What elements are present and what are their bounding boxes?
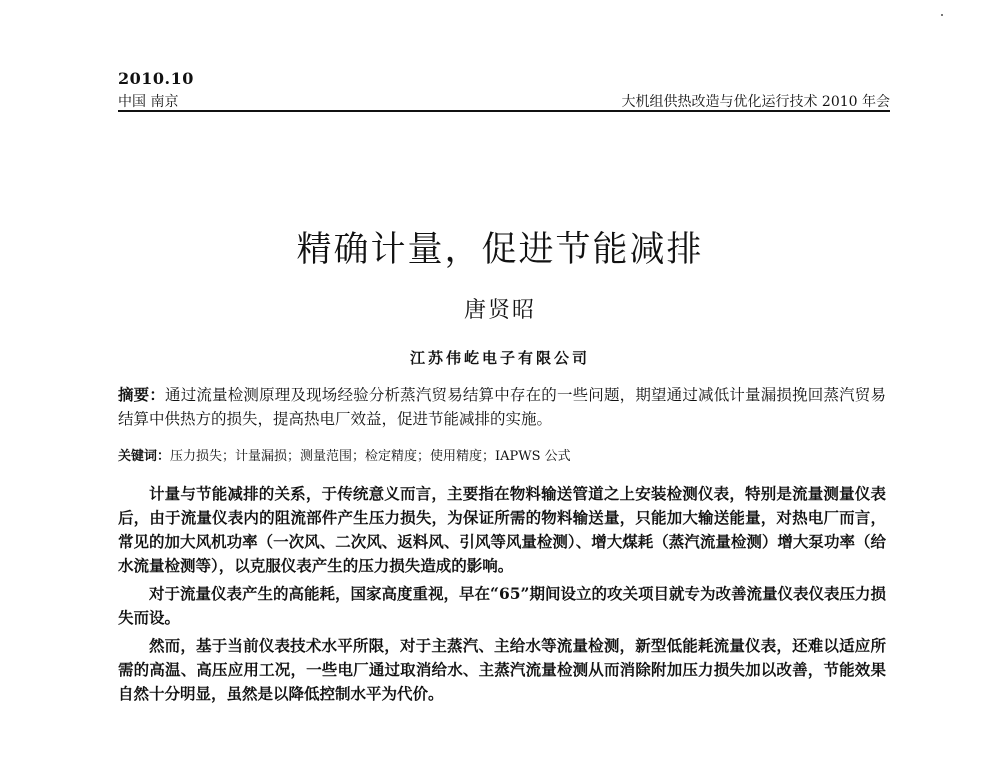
abstract-label: 摘要： — [118, 385, 166, 404]
header-rule — [118, 110, 890, 112]
author-affiliation: 江苏伟屹电子有限公司 — [409, 349, 590, 367]
body-paragraph: 对于流量仪表产生的高能耗，国家高度重视，早在“65”期间设立的攻关项目就专为改善流量仪表仪表压力损失而设。 — [118, 584, 886, 627]
body-text — [118, 482, 886, 710]
header-place: 中国 南京 — [118, 94, 179, 110]
body-paragraph: 然而，基于当前仪表技术水平所限，对于主蒸汽、主给水等流量检测，新型低能耗流量仪表，还难以适应所需的高温、高压应用工况，一些电厂通过取消给水、主蒸汽流量检测从而消除附加压力损失加以改善，节能效果自然十分明显，虽然是以降低控制水平为代价。 — [118, 636, 886, 703]
keywords-label: 关键词： — [118, 449, 171, 464]
keywords — [118, 447, 886, 467]
abstract-text: 通过流量检测原理及现场经验分析蒸汽贸易结算中存在的一些问题，期望通过减低计量漏损挽回蒸汽贸易结算中供热方的损失，提高热电厂效益，促进节能减排的实施。 — [118, 386, 886, 428]
scan-speck — [941, 14, 943, 16]
author-name: 唐贤昭 — [463, 298, 536, 323]
keywords-text: 压力损失；计量漏损；测量范围；检定精度；使用精度；IAPWS 公式 — [170, 449, 571, 464]
page-header — [118, 69, 890, 113]
body-paragraph: 计量与节能减排的关系，于传统意义而言，主要指在物料输送管道之上安装检测仪表，特别是流量测量仪表后，由于流量仪表内的阻流部件产生压力损失，为保证所需的物料输送量，只能加大输送能量，对热电厂而言，常见的加大风机功率（一次风、二次风、返料风、引风等风量检测）、增大煤耗（蒸汽流量检测）增大泵功率（给水流量检测等），以克服仪表产生的压力损失造成的影响。 — [118, 484, 886, 575]
abstract — [118, 383, 886, 431]
header-date: 2010.10 — [118, 69, 194, 88]
paper-title: 精确计量，促进节能减排 — [296, 230, 704, 270]
header-conference: 大机组供热改造与优化运行技术 2010 年会 — [621, 94, 890, 110]
